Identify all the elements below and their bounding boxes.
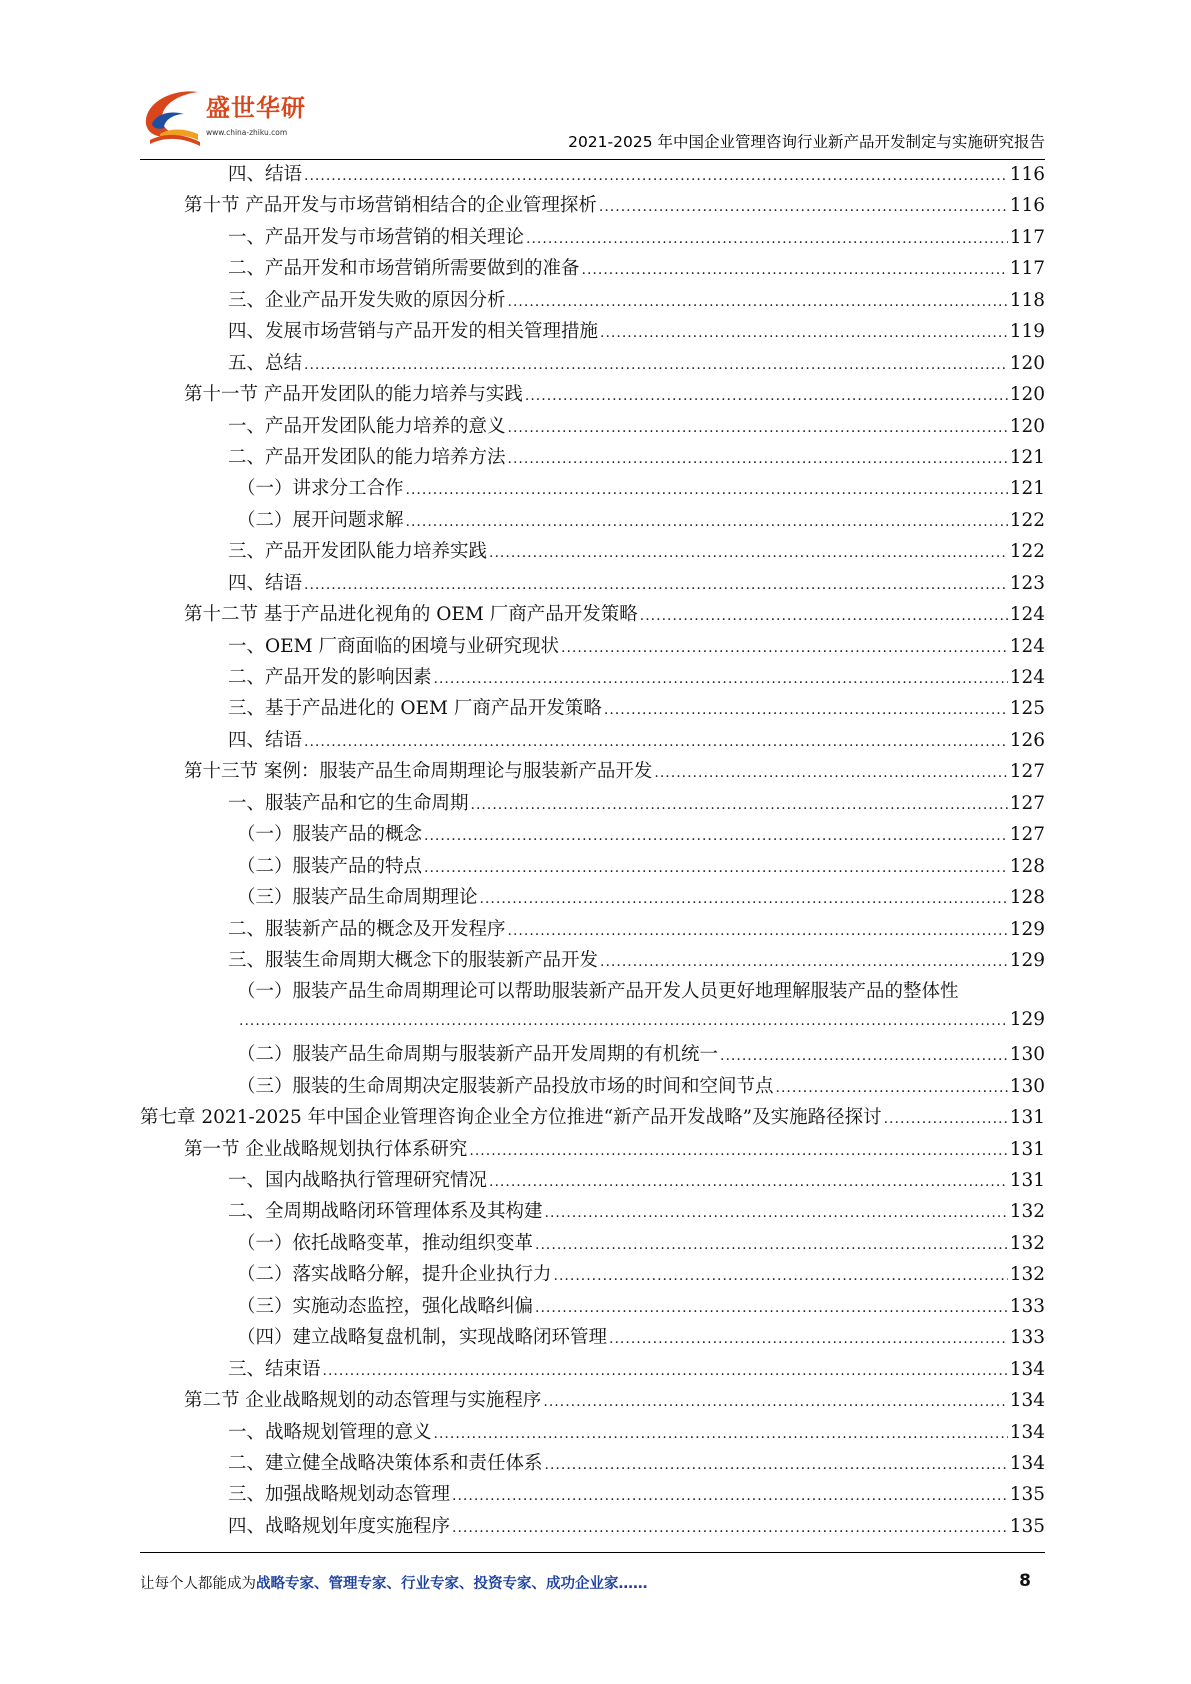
toc-entry-page: 124	[1009, 667, 1045, 688]
toc-entry-page: 116	[1009, 164, 1045, 185]
toc-leader-dots	[304, 577, 1008, 593]
toc-entry-label: 二、全周期战略闭环管理体系及其构建	[228, 1201, 543, 1223]
toc-leader-dots	[480, 891, 1008, 907]
toc-entry[interactable]	[140, 663, 1045, 694]
toc-entry-label: 第七章 2021-2025 年中国企业管理咨询企业全方位推进“新产品开发战略”及实施路径探讨	[140, 1107, 882, 1129]
toc-entry-label: 一、OEM 厂商面临的困境与业研究现状	[228, 635, 559, 657]
toc-leader-dots	[304, 168, 1008, 184]
toc-leader-dots	[609, 1331, 1008, 1347]
page-number: 8	[1019, 1571, 1031, 1591]
toc-entry-page: 135	[1009, 1484, 1045, 1506]
toc-entry[interactable]	[140, 349, 1045, 380]
toc-leader-dots	[599, 199, 1008, 215]
toc-entry-page: 129	[1009, 1008, 1045, 1030]
slogan-highlight: 战略专家、管理专家、行业专家、投资专家、成功企业家……	[256, 1576, 648, 1592]
toc-leader-dots	[535, 1237, 1008, 1253]
toc-entry-page: 130	[1009, 1044, 1045, 1066]
toc-leader-dots	[406, 482, 1008, 498]
toc-leader-dots	[424, 828, 1008, 844]
toc-leader-dots	[720, 1048, 1008, 1064]
toc-entry[interactable]	[140, 412, 1045, 443]
toc-leader-dots	[535, 1300, 1008, 1316]
toc-leader-dots	[471, 797, 1008, 813]
toc-entry[interactable]	[140, 946, 1045, 977]
page-header	[140, 78, 1045, 158]
toc-entry[interactable]	[140, 726, 1045, 757]
toc-entry-page: 125	[1009, 698, 1045, 720]
footer-slogan	[140, 1572, 648, 1593]
toc-entry[interactable]	[140, 694, 1045, 725]
toc-entry-label: 一、服装产品和它的生命周期	[228, 792, 469, 814]
toc-leader-dots	[452, 1520, 1008, 1536]
toc-entry[interactable]	[140, 537, 1045, 568]
toc-entry-page: 124	[1009, 604, 1045, 626]
toc-leader-dots	[424, 860, 1008, 876]
toc-leader-dots	[304, 734, 1008, 750]
toc-entry-page: 134	[1009, 1452, 1045, 1474]
toc-entry-page: 121	[1009, 478, 1045, 500]
toc-entry-page: 119	[1009, 321, 1045, 343]
toc-entry-page: 124	[1009, 635, 1045, 657]
toc-entry[interactable]	[140, 1135, 1045, 1166]
toc-entry[interactable]	[140, 1040, 1045, 1071]
toc-entry[interactable]	[140, 1229, 1045, 1260]
toc-entry[interactable]	[140, 820, 1045, 851]
toc-entry-page: 132	[1009, 1264, 1045, 1286]
brand-name: 盛世华研	[206, 94, 306, 122]
toc-entry[interactable]	[140, 380, 1045, 411]
toc-entry-page: 131	[1009, 1170, 1045, 1191]
toc-leader-dots	[554, 1268, 1008, 1284]
toc-entry[interactable]	[140, 852, 1045, 883]
toc-leader-dots	[434, 1426, 1008, 1442]
footer-divider	[140, 1552, 1045, 1553]
toc-entry-label: 第十二节 基于产品进化视角的 OEM 厂商产品开发策略	[184, 604, 638, 626]
toc-entry-label: （三）实施动态监控，强化战略纠偏	[237, 1295, 534, 1317]
toc-entry-label: （三）服装的生命周期决定服装新产品投放市场的时间和空间节点	[237, 1075, 774, 1097]
toc-entry[interactable]	[140, 160, 1045, 191]
toc-entry-page: 129	[1009, 918, 1045, 940]
toc-entry-label: 一、产品开发与市场营销的相关理论	[228, 226, 525, 248]
toc-entry-label: 二、建立健全战略决策体系和责任体系	[228, 1452, 543, 1474]
toc-entry[interactable]	[140, 757, 1045, 788]
toc-entry[interactable]	[140, 223, 1045, 254]
toc-entry-label: 四、结语	[228, 164, 303, 185]
toc-entry-page: 121	[1009, 446, 1045, 468]
toc-entry-page: 134	[1009, 1358, 1045, 1380]
toc-entry-page: 120	[1009, 352, 1045, 374]
toc-entry-label: （一）服装产品的概念	[237, 824, 423, 846]
toc-entry-page: 127	[1009, 792, 1045, 814]
toc-leader-dots	[604, 702, 1008, 718]
toc-leader-dots	[508, 451, 1008, 467]
toc-leader-dots	[469, 1143, 1007, 1159]
toc-entry-label: 二、产品开发和市场营销所需要做到的准备	[228, 258, 580, 280]
toc-entry-page: 131	[1009, 1107, 1045, 1129]
toc-entry-label: 三、加强战略规划动态管理	[228, 1484, 451, 1506]
toc-entry-page: 133	[1009, 1295, 1045, 1317]
toc-entry[interactable]	[140, 915, 1045, 946]
toc-leader-dots	[600, 954, 1008, 970]
toc-entry[interactable]	[140, 569, 1045, 600]
toc-leader-dots	[489, 1174, 1008, 1190]
toc-entry[interactable]	[140, 1009, 1045, 1040]
toc-entry[interactable]	[140, 1386, 1045, 1417]
toc-entry[interactable]	[140, 1323, 1045, 1354]
toc-entry-label: 三、企业产品开发失败的原因分析	[228, 289, 506, 311]
toc-leader-dots	[434, 671, 1008, 687]
toc-entry-page: 117	[1009, 258, 1045, 280]
toc-entry-label: 四、发展市场营销与产品开发的相关管理措施	[228, 321, 599, 343]
toc-entry-page: 135	[1009, 1515, 1045, 1537]
toc-entry[interactable]	[140, 632, 1045, 663]
toc-entry-page: 122	[1009, 541, 1045, 563]
toc-leader-dots	[640, 608, 1008, 624]
toc-entry-page: 128	[1009, 887, 1045, 909]
toc-entry[interactable]	[140, 1355, 1045, 1386]
toc-leader-dots	[600, 325, 1008, 341]
toc-entry-page: 128	[1009, 855, 1045, 877]
toc-entry-label: 第十一节 产品开发团队的能力培养与实践	[184, 384, 523, 406]
toc-entry-page: 127	[1009, 761, 1045, 783]
toc-entry-label: 三、结束语	[228, 1358, 321, 1380]
toc-entry[interactable]	[140, 286, 1045, 317]
toc-entry[interactable]	[140, 443, 1045, 474]
toc-entry-label: 第二节 企业战略规划的动态管理与实施程序	[184, 1390, 542, 1412]
toc-entry[interactable]	[140, 883, 1045, 914]
toc-leader-dots	[525, 388, 1008, 404]
toc-leader-dots	[545, 1457, 1008, 1473]
toc-leader-dots	[508, 294, 1008, 310]
toc-entry[interactable]	[140, 1418, 1045, 1449]
toc-leader-dots	[304, 357, 1008, 373]
toc-leader-dots	[489, 545, 1008, 561]
toc-leader-dots	[508, 420, 1008, 436]
toc-entry[interactable]	[140, 1292, 1045, 1323]
toc-leader-dots	[545, 1205, 1008, 1221]
toc-entry-label: 二、产品开发团队的能力培养方法	[228, 446, 506, 468]
toc-entry-label: （二）服装产品生命周期与服装新产品开发周期的有机统一	[237, 1044, 719, 1066]
toc-leader-dots	[406, 514, 1008, 530]
toc-leader-dots	[561, 640, 1008, 656]
toc-entry-page: 123	[1009, 572, 1045, 594]
toc-leader-dots	[582, 262, 1008, 278]
toc-entry[interactable]	[140, 600, 1045, 631]
toc-entry-page: 127	[1009, 824, 1045, 846]
table-of-contents	[140, 160, 1045, 1543]
toc-entry-page: 117	[1009, 226, 1045, 248]
toc-entry-page: 120	[1009, 384, 1045, 406]
toc-entry-page: 118	[1009, 289, 1045, 311]
toc-entry-label: 第十三节 案例：服装产品生命周期理论与服装新产品开发	[184, 761, 653, 783]
slogan-prefix: 让每个人都能成为	[140, 1576, 256, 1592]
toc-entry[interactable]	[140, 1072, 1045, 1103]
toc-entry-page: 130	[1009, 1075, 1045, 1097]
toc-entry-label: 四、结语	[228, 729, 303, 751]
toc-leader-dots	[323, 1363, 1008, 1379]
toc-entry-page: 132	[1009, 1201, 1045, 1223]
toc-entry-label: （三）服装产品生命周期理论	[237, 887, 478, 909]
toc-entry-label: （一）服装产品生命周期理论可以帮助服装新产品开发人员更好地理解服装产品的整体性	[237, 981, 959, 1003]
toc-entry[interactable]	[140, 317, 1045, 348]
toc-entry-page: 134	[1009, 1421, 1045, 1443]
toc-leader-dots	[776, 1080, 1008, 1096]
toc-entry-page: 134	[1009, 1390, 1045, 1412]
toc-entry-label: （一）依托战略变革，推动组织变革	[237, 1232, 534, 1254]
toc-leader-dots	[884, 1111, 1008, 1127]
toc-leader-dots	[508, 923, 1008, 939]
toc-entry-label: 三、服装生命周期大概念下的服装新产品开发	[228, 949, 599, 971]
toc-entry-label: （四）建立战略复盘机制，实现战略闭环管理	[237, 1327, 608, 1349]
toc-entry[interactable]	[140, 1260, 1045, 1291]
toc-entry-page: 132	[1009, 1232, 1045, 1254]
toc-entry[interactable]	[140, 1197, 1045, 1228]
toc-entry[interactable]	[140, 1512, 1045, 1543]
toc-leader-dots	[526, 231, 1008, 247]
toc-leader-dots	[543, 1394, 1007, 1410]
toc-leader-dots	[654, 765, 1007, 781]
toc-entry-label: （一）讲求分工合作	[237, 478, 404, 500]
toc-entry[interactable]	[140, 977, 1045, 1008]
toc-entry[interactable]	[140, 1103, 1045, 1134]
toc-entry-label: 一、战略规划管理的意义	[228, 1421, 432, 1443]
toc-entry-page: 133	[1009, 1327, 1045, 1349]
page-footer	[140, 1572, 1045, 1600]
toc-entry-page: 116	[1009, 195, 1045, 217]
toc-entry-label: 五、总结	[228, 352, 303, 374]
toc-leader-dots	[239, 1013, 1008, 1029]
toc-entry[interactable]	[140, 1449, 1045, 1480]
toc-entry[interactable]	[140, 789, 1045, 820]
toc-entry-label: 二、服装新产品的概念及开发程序	[228, 918, 506, 940]
toc-entry-label: 第一节 企业战略规划执行体系研究	[184, 1138, 468, 1160]
toc-entry-label: 三、基于产品进化的 OEM 厂商产品开发策略	[228, 698, 602, 720]
toc-entry[interactable]	[140, 1166, 1045, 1197]
toc-entry[interactable]	[140, 1480, 1045, 1511]
brand-url: www.china-zhiku.com	[206, 128, 288, 137]
toc-entry[interactable]	[140, 254, 1045, 285]
toc-entry-label: （二）落实战略分解，提升企业执行力	[237, 1264, 552, 1286]
toc-entry-page: 126	[1009, 729, 1045, 751]
toc-entry-label: 第十节 产品开发与市场营销相结合的企业管理探析	[184, 195, 597, 217]
toc-entry-label: 四、战略规划年度实施程序	[228, 1515, 451, 1537]
toc-leader-dots	[452, 1488, 1008, 1504]
toc-entry-label: 二、产品开发的影响因素	[228, 667, 432, 688]
toc-entry[interactable]	[140, 191, 1045, 222]
toc-entry-label: 三、产品开发团队能力培养实践	[228, 541, 488, 563]
toc-entry-label: （二）服装产品的特点	[237, 855, 423, 877]
toc-entry-label: 一、产品开发团队能力培养的意义	[228, 415, 506, 437]
toc-entry-page: 131	[1009, 1138, 1045, 1160]
toc-entry-page: 122	[1009, 509, 1045, 531]
toc-entry-page: 120	[1009, 415, 1045, 437]
toc-entry-page: 129	[1009, 949, 1045, 971]
toc-entry-label: 一、国内战略执行管理研究情况	[228, 1170, 488, 1191]
report-title: 2021-2025 年中国企业管理咨询行业新产品开发制定与实施研究报告	[568, 133, 1045, 151]
toc-entry-label: （二）展开问题求解	[237, 509, 404, 531]
toc-entry[interactable]	[140, 506, 1045, 537]
toc-entry-label: 四、结语	[228, 572, 303, 594]
toc-entry[interactable]	[140, 474, 1045, 505]
